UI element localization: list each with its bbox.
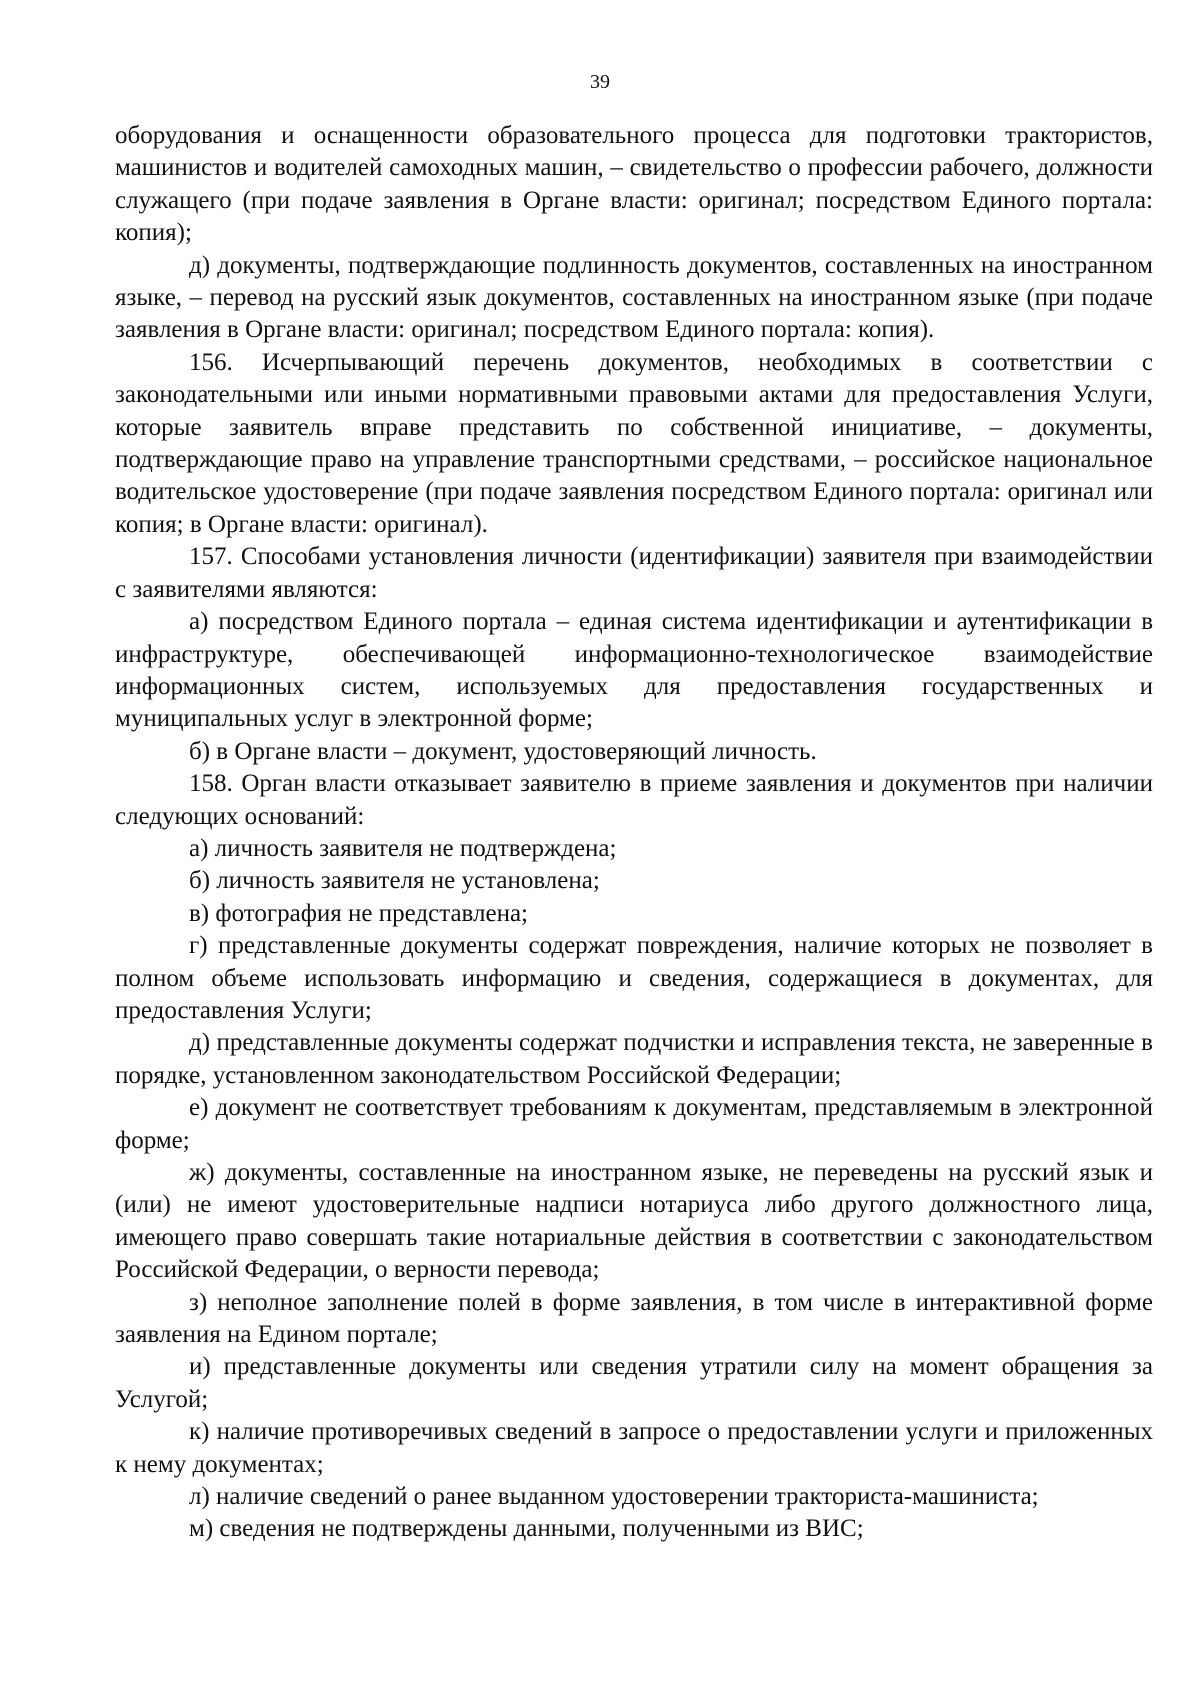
refusal-item-b: б) личность заявителя не установлена; — [189, 867, 600, 895]
list-item-d-foreign-docs: д) документы, подтверждающие подлинность документов, составленных на иностранном языке, – перевод на русский язык документов, составленных на иностранном языке (при подаче заявления в Органе власти: оригинал; посредством Единого портала: копия). — [115, 251, 1153, 344]
paragraph-continued: оборудования и оснащенности образовательного процесса для подготовки трактористов, машинистов и водителей самоходных машин, – свидетельство о профессии рабочего, должности служащего (при подаче заявления в Органе власти: оригинал; посредством Единого портала: копия); — [115, 122, 1153, 247]
refusal-item-i: и) представленные документы или сведения утратили силу на момент обращения за Услугой; — [115, 1353, 1153, 1413]
clause-158: 158. Орган власти отказывает заявителю в приеме заявления и документов при наличии следующих оснований: — [115, 770, 1153, 830]
refusal-item-zh: ж) документы, составленные на иностранном языке, не переведены на русский язык и (или) не имеют удостоверительные надписи нотариуса либо другого должностного лица, имеющего право совершать такие нотариальные действия в соответствии с законодательством Российской Федерации, о верности перевода; — [115, 1159, 1153, 1284]
refusal-item-d: д) представленные документы содержат подчистки и исправления текста, не заверенные в порядке, установленном законодательством Российской Федерации; — [115, 1029, 1153, 1089]
refusal-item-v: в) фотография не представлена; — [189, 899, 529, 927]
refusal-item-e: е) документ не соответствует требованиям к документам, представляемым в электронной форме; — [115, 1094, 1153, 1154]
refusal-item-g: г) представленные документы содержат повреждения, наличие которых не позволяет в полном объеме использовать информацию и сведения, содержащиеся в документах, для предоставления Услуги; — [115, 932, 1153, 1024]
document-body — [115, 120, 1153, 1546]
refusal-item-z: з) неполное заполнение полей в форме заявления, в том числе в интерактивной форме заявления на Едином портале; — [115, 1288, 1153, 1349]
clause-157: 157. Способами установления личности (идентификации) заявителя при взаимодействии с заявителями являются: — [115, 543, 1153, 603]
clause-156: 156. Исчерпывающий перечень документов, необходимых в соответствии с законодательными или иными нормативными правовыми актами для предоставления Услуги, которые заявитель вправе представить по собственной инициативе, – документы, подтверждающие право на управление транспортными средствами, – российское национальное водительское удостоверение (при подаче заявления посредством Единого портала: оригинал или копия; в Органе власти: оригинал). — [115, 348, 1153, 538]
refusal-item-m: м) сведения не подтверждены данными, полученными из ВИС; — [189, 1515, 864, 1543]
refusal-item-l: л) наличие сведений о ранее выданном удостоверении тракториста-машиниста; — [189, 1483, 1039, 1511]
list-item-b-authority: б) в Органе власти – документ, удостоверяющий личность. — [189, 737, 817, 765]
list-item-a-portal: а) посредством Единого портала – единая система идентификации и аутентификации в инфраструктуре, обеспечивающей информационно-технологическое взаимодействие информационных систем, используемых для предоставления государственных и муниципальных услуг в электронной форме; — [115, 608, 1153, 733]
refusal-item-k: к) наличие противоречивых сведений в запросе о предоставлении услуги и приложенных к нему документах; — [115, 1418, 1153, 1478]
page-number: 39 — [590, 71, 610, 93]
refusal-item-a: а) личность заявителя не подтверждена; — [189, 834, 617, 862]
